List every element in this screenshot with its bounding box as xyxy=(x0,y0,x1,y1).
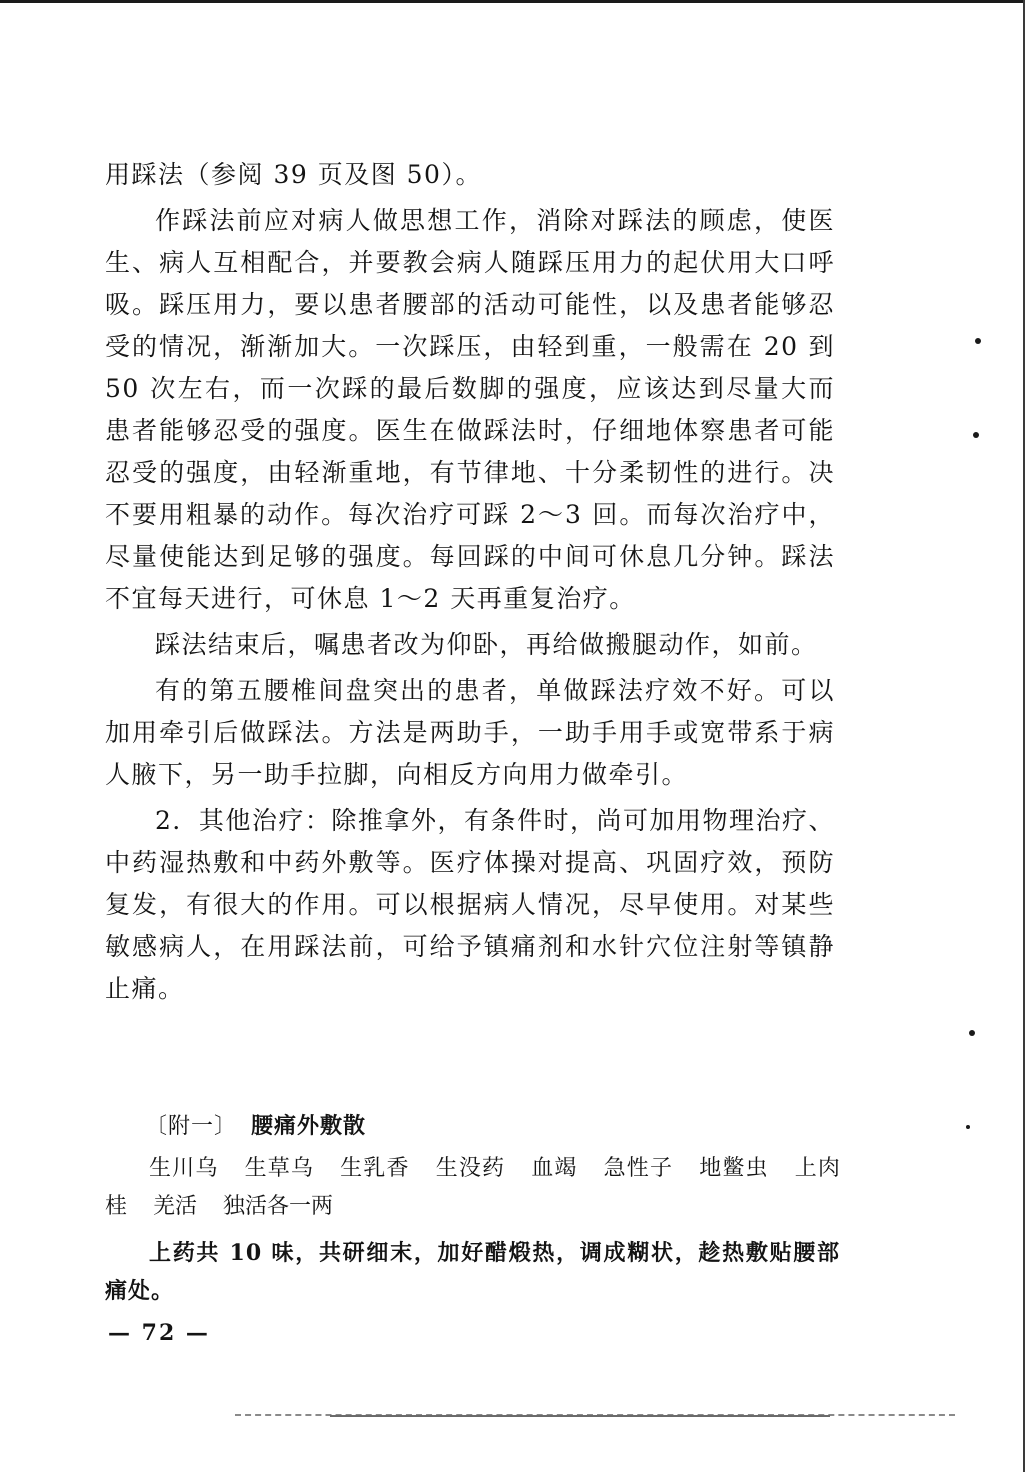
ingredient-item: 生川乌 xyxy=(149,1156,219,1181)
scan-speck xyxy=(966,1125,970,1129)
scan-speck xyxy=(973,432,979,438)
ingredient-item: 生草乌 xyxy=(244,1156,315,1181)
ingredient-item: 上肉桂 xyxy=(105,1156,840,1219)
ingredient-item: 生没药 xyxy=(435,1156,506,1181)
page-number: — 72 — xyxy=(108,1320,210,1346)
paragraph-stepping-method: 作踩法前应对病人做思想工作，消除对踩法的顾虑，使医生、病人互相配合，并要教会病人随踩压用力的起伏用大口呼吸。踩压用力，要以患者腰部的活动可能性，以及患者能够忍受的情况，渐渐加大。一次踩压，由轻到重，一般需在 20 到 50 次左右，而一次踩的最后数脚的强度，应该达到尽量大而患者能够忍受的强度。医生在做踩法时，仔细地体察患者可能忍受的强度，由轻渐重地，有节律地、十分柔韧性的进行。决不要用粗暴的动作。每次治疗可踩 2～3 回。而每次治疗中，尽量使能达到足够的强度。每回踩的中间可休息几分钟。踩法不宜每天进行，可休息 1～2 天再重复治疗。 xyxy=(105,206,835,613)
ingredient-item: 独活各一两 xyxy=(223,1194,334,1219)
appendix-tag: 〔附一〕 xyxy=(145,1114,238,1139)
scan-top-border xyxy=(0,0,1025,3)
paragraph-other-treatment: 2．其他治疗：除推拿外，有条件时，尚可加用物理治疗、中药湿热敷和中药外敷等。医疗体操对提高、巩固疗效，预防复发，有很大的作用。可以根据病人情况，尽早使用。对某些敏感病人，在用踩法前，可给予镇痛剂和水针穴位注射等镇静止痛。 xyxy=(105,806,835,1003)
paragraph-after-stepping: 踩法结束后，嘱患者改为仰卧，再给做搬腿动作，如前。 xyxy=(155,630,818,659)
ingredient-item: 地鳖虫 xyxy=(699,1156,769,1181)
ingredient-item: 羌活 xyxy=(153,1194,198,1219)
main-text xyxy=(105,154,835,1010)
scan-speck xyxy=(975,338,981,344)
appendix-heading xyxy=(145,1110,366,1144)
ingredient-item: 急性子 xyxy=(603,1156,674,1181)
ingredient-item: 生乳香 xyxy=(340,1156,410,1181)
paragraph-continuation: 用踩法（参阅 39 页及图 50）。 xyxy=(105,160,482,189)
scan-speck xyxy=(969,1030,975,1036)
paragraph-traction: 有的第五腰椎间盘突出的患者，单做踩法疗效不好。可以加用牵引后做踩法。方法是两助手，一助手用手或宽带系于病人腋下，另一助手拉脚，向相反方向用力做牵引。 xyxy=(105,676,835,789)
scan-bottom-line xyxy=(330,1415,830,1417)
ingredient-item: 血竭 xyxy=(531,1156,578,1181)
ingredient-list xyxy=(105,1150,840,1226)
preparation-instructions: 上药共 10 味，共研细末，加好醋煅热，调成糊状，趁热敷贴腰部痛处。 xyxy=(105,1240,840,1304)
appendix-title: 腰痛外敷散 xyxy=(251,1114,367,1139)
